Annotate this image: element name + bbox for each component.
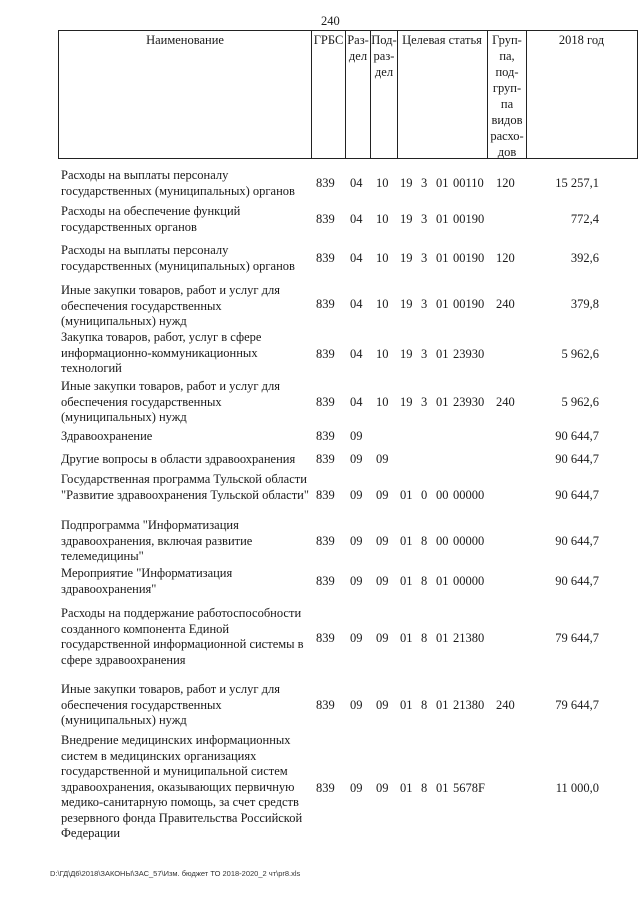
cell-razdel: 09 [350,534,363,548]
cell-grbs: 839 [316,395,335,409]
cell-razdel: 09 [350,781,363,795]
cell-sum: 5 962,6 [561,395,599,409]
header-podrazdel-line: дел [374,65,394,79]
cell-grbs: 839 [316,452,335,466]
cell-target-1: 01 [400,488,413,502]
cell-podrazdel: 09 [376,631,389,645]
cell-razdel: 09 [350,698,363,712]
row-name: Внедрение медицинских информационных систем в медицинских организациях государственной и муниципальной систем здравоохранения, оказывающих первичную медико-санитарную помощь, за счет средств резервного фонда Правительства Российской Федерации [61,733,303,840]
row-name: Другие вопросы в области здравоохранения [61,452,296,466]
cell-target-2: 0 [421,488,428,502]
cell-sum: 90 644,7 [555,488,599,502]
row-name: Расходы на выплаты персоналу государственных (муниципальных) органов [61,168,295,198]
cell-grbs: 839 [316,698,335,712]
cell-target-1: 01 [400,698,413,712]
header-divider [637,30,638,159]
file-path-footer: D:\ГД\Д6\2018\ЗАКОНЫ\ЗАС_57\Изм. бюджет ТО 2018-2020_2 чт\pr8.xls [50,869,301,878]
header-podrazdel-line: раз- [373,49,395,63]
cell-razdel: 04 [350,251,363,265]
cell-target-3: 01 [436,781,449,795]
header-razdel [345,32,371,64]
cell-target-1: 19 [400,176,413,190]
cell-sum: 79 644,7 [555,631,599,645]
cell-target-1: 01 [400,781,413,795]
cell-group: 120 [496,176,515,190]
cell-sum: 379,8 [570,297,599,311]
row-name: Расходы на выплаты персоналу государственных (муниципальных) органов [61,243,295,273]
cell-target-3: 00 [436,534,449,548]
cell-razdel: 04 [350,395,363,409]
header-group-line: видов [491,113,523,127]
cell-target-4: 21380 [453,698,485,712]
cell-podrazdel: 10 [376,251,389,265]
cell-target-3: 01 [436,251,449,265]
cell-target-1: 01 [400,631,413,645]
cell-razdel: 04 [350,212,363,226]
cell-razdel: 09 [350,631,363,645]
cell-target-3: 01 [436,347,449,361]
cell-grbs: 839 [316,251,335,265]
cell-target-1: 01 [400,534,413,548]
cell-sum: 5 962,6 [561,347,599,361]
cell-sum: 15 257,1 [555,176,599,190]
cell-podrazdel: 10 [376,297,389,311]
cell-sum: 79 644,7 [555,698,599,712]
cell-group: 120 [496,251,515,265]
header-podrazdel [370,32,398,80]
cell-razdel: 09 [350,488,363,502]
cell-grbs: 839 [316,347,335,361]
cell-group: 240 [496,395,515,409]
row-name: Иные закупки товаров, работ и услуг для обеспечения государственных (муниципальных) нужд [61,379,281,424]
cell-target-3: 01 [436,297,449,311]
cell-target-3: 01 [436,212,449,226]
header-divider [311,30,312,159]
cell-target-2: 3 [421,251,428,265]
row-name: Иные закупки товаров, работ и услуг для обеспечения государственных (муниципальных) нужд [61,682,281,727]
cell-grbs: 839 [316,297,335,311]
cell-podrazdel: 09 [376,698,389,712]
cell-grbs: 839 [316,176,335,190]
cell-sum: 772,4 [570,212,599,226]
cell-podrazdel: 09 [376,488,389,502]
header-podrazdel-line: Под- [371,33,397,47]
row-name: Здравоохранение [61,429,153,443]
header-group-line: па, [499,49,515,63]
cell-target-2: 3 [421,347,428,361]
cell-sum: 90 644,7 [555,534,599,548]
header-group-line: под- [495,65,519,79]
cell-target-3: 01 [436,395,449,409]
header-grbs [311,32,346,48]
header-group-line: расхо- [490,129,524,143]
cell-target-2: 3 [421,395,428,409]
cell-target-3: 01 [436,176,449,190]
header-group-line: па [500,97,514,111]
header-grbs-text: ГРБС [313,33,344,47]
cell-target-4: 21380 [453,631,485,645]
cell-target-4: 23930 [453,395,485,409]
cell-target-4: 00000 [453,488,485,502]
cell-sum: 90 644,7 [555,452,599,466]
cell-target-2: 3 [421,212,428,226]
cell-podrazdel: 09 [376,574,389,588]
cell-target-4: 00000 [453,574,485,588]
header-target-text: Целевая статья [402,33,482,47]
cell-razdel: 04 [350,297,363,311]
cell-sum: 11 000,0 [555,781,599,795]
cell-target-2: 8 [421,574,428,588]
cell-target-2: 8 [421,781,428,795]
cell-razdel: 04 [350,176,363,190]
header-top-border [58,30,638,31]
header-name-text: Наименование [146,33,224,47]
cell-target-1: 19 [400,297,413,311]
row-name: Государственная программа Тульской области "Развитие здравоохранения Тульской области" [61,472,309,502]
cell-target-1: 19 [400,395,413,409]
cell-target-4: 00000 [453,534,485,548]
header-year [526,32,637,48]
cell-target-2: 8 [421,534,428,548]
cell-target-4: 23930 [453,347,485,361]
cell-target-1: 01 [400,574,413,588]
page-number: 240 [321,14,340,28]
cell-sum: 392,6 [570,251,599,265]
cell-target-4: 00190 [453,212,485,226]
cell-target-4: 00110 [453,176,484,190]
cell-group: 240 [496,297,515,311]
cell-target-1: 19 [400,251,413,265]
cell-razdel: 09 [350,452,363,466]
cell-target-4: 00190 [453,251,485,265]
cell-grbs: 839 [316,534,335,548]
cell-grbs: 839 [316,631,335,645]
cell-grbs: 839 [316,429,335,443]
cell-podrazdel: 10 [376,176,389,190]
cell-podrazdel: 10 [376,212,389,226]
cell-target-4: 00190 [453,297,485,311]
header-divider [58,30,59,159]
header-target [397,32,487,48]
cell-target-1: 19 [400,212,413,226]
header-bottom-border [58,158,638,159]
header-group-line: груп- [492,81,522,95]
row-name: Подпрограмма "Информатизация здравоохранения, включая развитие телемедицины" [61,518,253,563]
header-group-line: дов [497,145,517,159]
cell-group: 240 [496,698,515,712]
header-year-text: 2018 год [558,33,605,47]
row-name: Закупка товаров, работ, услуг в сфере информационно-коммуникационных технологий [61,330,262,375]
cell-razdel: 09 [350,429,363,443]
header-group [487,32,527,160]
cell-target-1: 19 [400,347,413,361]
cell-target-3: 01 [436,698,449,712]
cell-target-2: 8 [421,698,428,712]
cell-podrazdel: 09 [376,534,389,548]
cell-target-2: 3 [421,176,428,190]
row-name: Иные закупки товаров, работ и услуг для обеспечения государственных (муниципальных) нужд [61,283,281,328]
cell-target-3: 01 [436,574,449,588]
cell-podrazdel: 10 [376,395,389,409]
header-name [59,32,311,48]
cell-target-2: 8 [421,631,428,645]
header-group-line: Груп- [492,33,522,47]
row-name: Расходы на обеспечение функций государственных органов [61,204,241,234]
cell-sum: 90 644,7 [555,429,599,443]
cell-target-2: 3 [421,297,428,311]
cell-grbs: 839 [316,488,335,502]
row-name: Расходы на поддержание работоспособности созданного компонента Единой государственной информационной системы в сфере здравоохранения [61,606,304,667]
cell-podrazdel: 10 [376,347,389,361]
row-name: Мероприятие "Информатизация здравоохранения" [61,566,233,596]
cell-grbs: 839 [316,212,335,226]
cell-target-3: 01 [436,631,449,645]
cell-podrazdel: 09 [376,781,389,795]
cell-podrazdel: 09 [376,452,389,466]
header-razdel-line: дел [348,49,368,63]
cell-sum: 90 644,7 [555,574,599,588]
cell-target-3: 00 [436,488,449,502]
cell-razdel: 04 [350,347,363,361]
header-razdel-line: Раз- [347,33,369,47]
cell-grbs: 839 [316,574,335,588]
cell-grbs: 839 [316,781,335,795]
cell-target-4: 5678F [453,781,485,795]
cell-razdel: 09 [350,574,363,588]
